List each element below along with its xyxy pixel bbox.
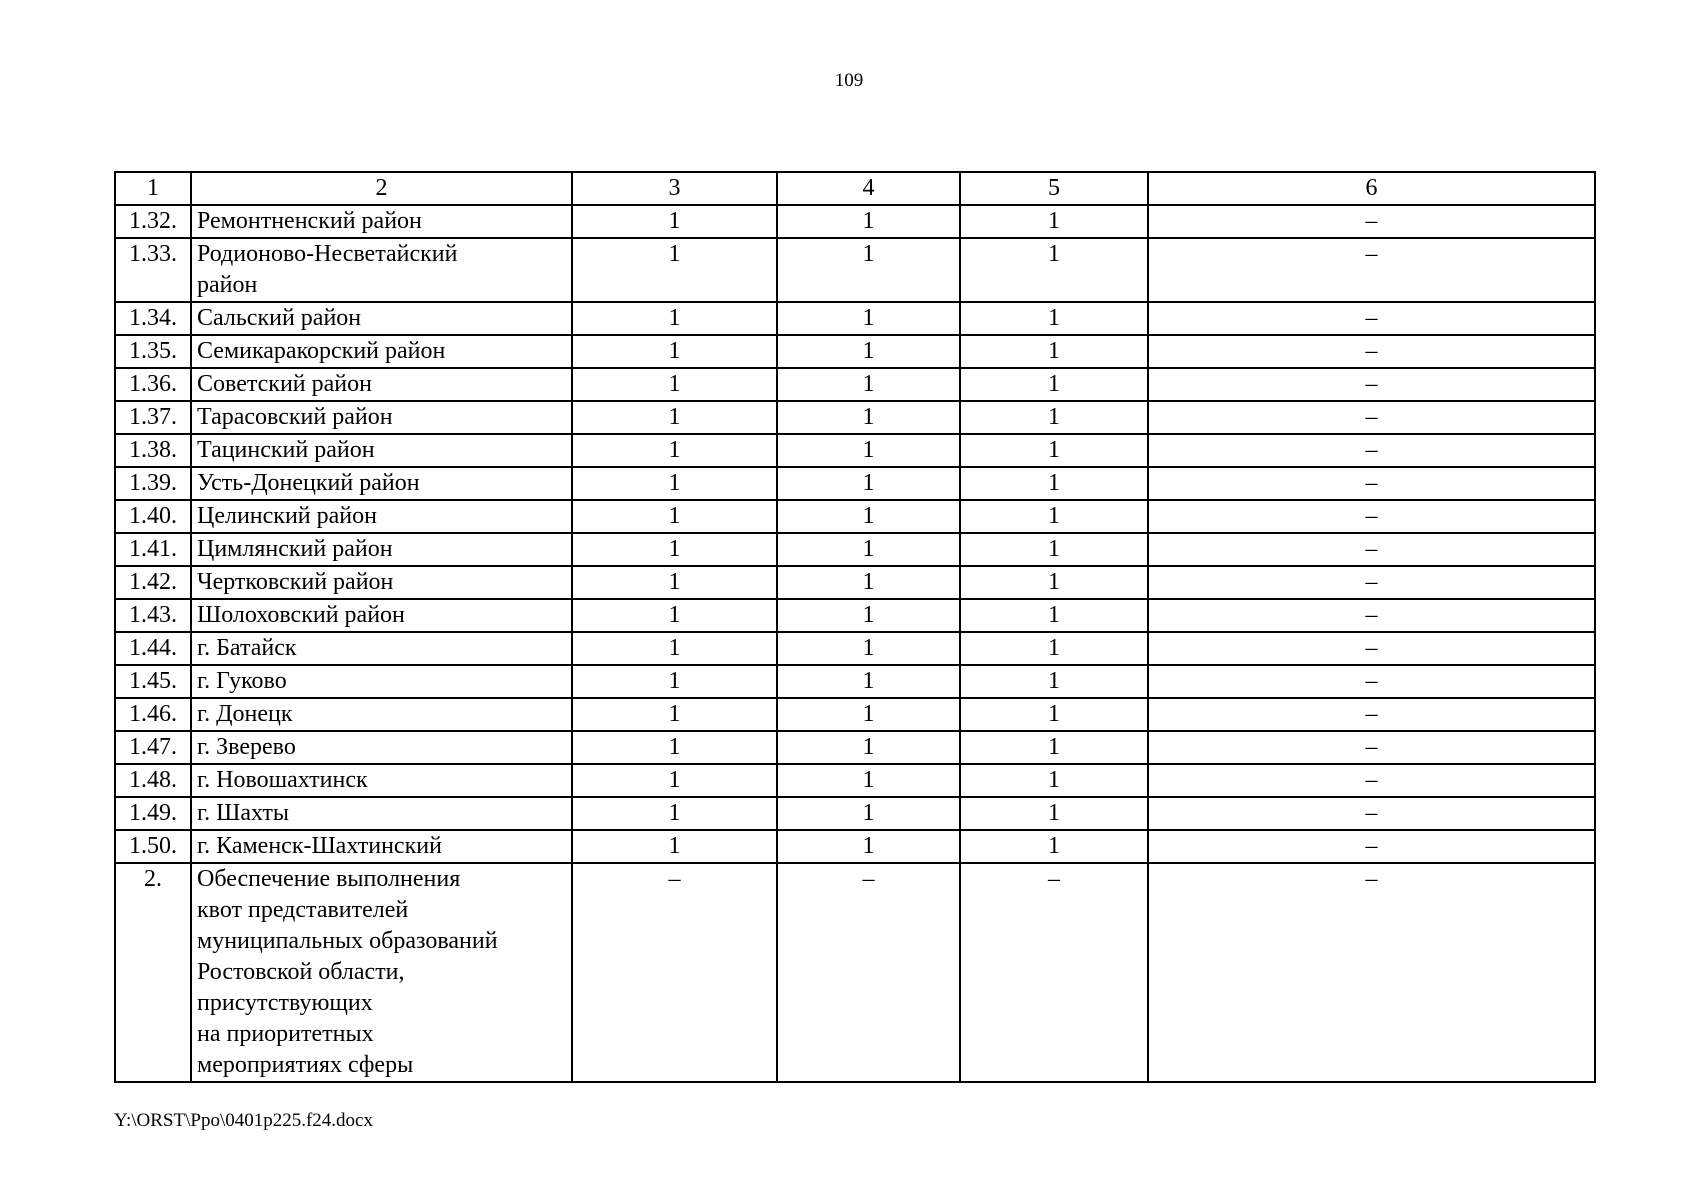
row-number-cell: 1.33. <box>115 238 191 302</box>
page-number: 109 <box>834 70 864 91</box>
table-row <box>115 830 1595 863</box>
table-row <box>115 863 1595 1082</box>
row-col6-cell: – <box>1148 731 1595 764</box>
row-name-cell: г. Зверево <box>191 731 572 764</box>
row-name-cell: Цимлянский район <box>191 533 572 566</box>
row-name-cell: Ремонтненский район <box>191 205 572 238</box>
row-col4-cell: 1 <box>777 500 960 533</box>
row-col4-cell: 1 <box>777 434 960 467</box>
row-col5-cell: 1 <box>960 533 1148 566</box>
row-col4-cell: 1 <box>777 467 960 500</box>
row-number-cell: 2. <box>115 863 191 1082</box>
row-col6-cell: – <box>1148 533 1595 566</box>
row-col6-cell: – <box>1148 764 1595 797</box>
row-col6-cell: – <box>1148 830 1595 863</box>
row-name-cell: г. Батайск <box>191 632 572 665</box>
row-number-cell: 1.48. <box>115 764 191 797</box>
row-col6-cell: – <box>1148 566 1595 599</box>
row-col4-cell: 1 <box>777 665 960 698</box>
table-row <box>115 764 1595 797</box>
row-col3-cell: 1 <box>572 599 777 632</box>
row-number-cell: 1.41. <box>115 533 191 566</box>
row-col3-cell: 1 <box>572 797 777 830</box>
row-name-cell: г. Каменск-Шахтинский <box>191 830 572 863</box>
table-row <box>115 698 1595 731</box>
row-number-cell: 1.45. <box>115 665 191 698</box>
row-col5-cell: 1 <box>960 434 1148 467</box>
row-number-cell: 1.36. <box>115 368 191 401</box>
table-row <box>115 302 1595 335</box>
row-col3-cell: 1 <box>572 302 777 335</box>
row-col3-cell: 1 <box>572 238 777 302</box>
row-name-cell: Родионово-Несветайский район <box>191 238 572 302</box>
row-col6-cell: – <box>1148 665 1595 698</box>
row-col5-cell: 1 <box>960 797 1148 830</box>
row-name-cell: Шолоховский район <box>191 599 572 632</box>
header-cell-5: 5 <box>960 172 1148 205</box>
row-col5-cell: 1 <box>960 500 1148 533</box>
row-col3-cell: 1 <box>572 830 777 863</box>
row-col5-cell: 1 <box>960 335 1148 368</box>
row-col4-cell: 1 <box>777 764 960 797</box>
row-name-cell: Усть-Донецкий район <box>191 467 572 500</box>
row-col6-cell: – <box>1148 797 1595 830</box>
row-col3-cell: 1 <box>572 335 777 368</box>
table-row <box>115 401 1595 434</box>
row-name-cell: Семикаракорский район <box>191 335 572 368</box>
row-number-cell: 1.35. <box>115 335 191 368</box>
row-col4-cell: 1 <box>777 205 960 238</box>
row-col5-cell: 1 <box>960 205 1148 238</box>
row-col3-cell: 1 <box>572 434 777 467</box>
row-name-cell: г. Донецк <box>191 698 572 731</box>
table-row <box>115 533 1595 566</box>
row-name-cell: г. Новошахтинск <box>191 764 572 797</box>
row-number-cell: 1.34. <box>115 302 191 335</box>
row-col4-cell: 1 <box>777 731 960 764</box>
table-row <box>115 368 1595 401</box>
row-col5-cell: 1 <box>960 731 1148 764</box>
row-name-cell: Чертковский район <box>191 566 572 599</box>
table-row <box>115 665 1595 698</box>
row-col3-cell: 1 <box>572 401 777 434</box>
row-col4-cell: 1 <box>777 533 960 566</box>
row-col5-cell: 1 <box>960 368 1148 401</box>
footer-file-path: Y:\ORST\Ppo\0401p225.f24.docx <box>114 1110 373 1131</box>
row-col5-cell: – <box>960 863 1148 1082</box>
row-number-cell: 1.32. <box>115 205 191 238</box>
table-row <box>115 632 1595 665</box>
row-col4-cell: 1 <box>777 830 960 863</box>
row-col3-cell: 1 <box>572 632 777 665</box>
header-cell-2: 2 <box>191 172 572 205</box>
row-col3-cell: 1 <box>572 764 777 797</box>
table-row <box>115 238 1595 302</box>
header-cell-3: 3 <box>572 172 777 205</box>
row-col4-cell: 1 <box>777 302 960 335</box>
row-number-cell: 1.46. <box>115 698 191 731</box>
row-col3-cell: 1 <box>572 698 777 731</box>
table-row <box>115 731 1595 764</box>
row-col6-cell: – <box>1148 368 1595 401</box>
row-col4-cell: 1 <box>777 632 960 665</box>
row-name-cell: Обеспечение выполнения квот представителей муниципальных образований Ростовской области, присутствующих на приоритетных мероприятиях сферы <box>191 863 572 1082</box>
row-col4-cell: 1 <box>777 238 960 302</box>
row-col5-cell: 1 <box>960 830 1148 863</box>
row-name-cell: Советский район <box>191 368 572 401</box>
row-col4-cell: 1 <box>777 368 960 401</box>
row-col4-cell: 1 <box>777 797 960 830</box>
row-number-cell: 1.40. <box>115 500 191 533</box>
table-row <box>115 599 1595 632</box>
header-cell-4: 4 <box>777 172 960 205</box>
row-number-cell: 1.47. <box>115 731 191 764</box>
row-col6-cell: – <box>1148 302 1595 335</box>
row-col6-cell: – <box>1148 599 1595 632</box>
row-col5-cell: 1 <box>960 467 1148 500</box>
header-cell-6: 6 <box>1148 172 1595 205</box>
table-row <box>115 500 1595 533</box>
row-col5-cell: 1 <box>960 764 1148 797</box>
table-row <box>115 467 1595 500</box>
row-col4-cell: – <box>777 863 960 1082</box>
row-number-cell: 1.38. <box>115 434 191 467</box>
row-col3-cell: – <box>572 863 777 1082</box>
row-col5-cell: 1 <box>960 566 1148 599</box>
row-col6-cell: – <box>1148 401 1595 434</box>
row-col3-cell: 1 <box>572 500 777 533</box>
row-col3-cell: 1 <box>572 533 777 566</box>
row-name-cell: Тацинский район <box>191 434 572 467</box>
row-number-cell: 1.42. <box>115 566 191 599</box>
row-col3-cell: 1 <box>572 467 777 500</box>
row-col5-cell: 1 <box>960 401 1148 434</box>
table-row <box>115 797 1595 830</box>
table-row <box>115 205 1595 238</box>
table-row <box>115 434 1595 467</box>
row-number-cell: 1.39. <box>115 467 191 500</box>
row-number-cell: 1.44. <box>115 632 191 665</box>
row-col6-cell: – <box>1148 500 1595 533</box>
row-col5-cell: 1 <box>960 698 1148 731</box>
table-row <box>115 335 1595 368</box>
row-col4-cell: 1 <box>777 698 960 731</box>
row-col4-cell: 1 <box>777 566 960 599</box>
header-cell-1: 1 <box>115 172 191 205</box>
row-name-cell: г. Шахты <box>191 797 572 830</box>
row-col6-cell: – <box>1148 434 1595 467</box>
row-col4-cell: 1 <box>777 401 960 434</box>
data-table <box>114 171 1596 1083</box>
row-col3-cell: 1 <box>572 665 777 698</box>
row-col6-cell: – <box>1148 335 1595 368</box>
row-col6-cell: – <box>1148 698 1595 731</box>
row-col3-cell: 1 <box>572 566 777 599</box>
row-col6-cell: – <box>1148 467 1595 500</box>
row-name-cell: г. Гуково <box>191 665 572 698</box>
row-col6-cell: – <box>1148 632 1595 665</box>
row-number-cell: 1.50. <box>115 830 191 863</box>
row-col6-cell: – <box>1148 863 1595 1082</box>
row-col5-cell: 1 <box>960 302 1148 335</box>
row-col3-cell: 1 <box>572 368 777 401</box>
table-row <box>115 566 1595 599</box>
row-col5-cell: 1 <box>960 632 1148 665</box>
row-number-cell: 1.37. <box>115 401 191 434</box>
table-header-row <box>115 172 1595 205</box>
row-col3-cell: 1 <box>572 205 777 238</box>
row-number-cell: 1.43. <box>115 599 191 632</box>
row-col4-cell: 1 <box>777 599 960 632</box>
row-col4-cell: 1 <box>777 335 960 368</box>
row-name-cell: Тарасовский район <box>191 401 572 434</box>
row-name-cell: Целинский район <box>191 500 572 533</box>
row-col6-cell: – <box>1148 205 1595 238</box>
row-col5-cell: 1 <box>960 238 1148 302</box>
row-name-cell: Сальский район <box>191 302 572 335</box>
row-number-cell: 1.49. <box>115 797 191 830</box>
row-col3-cell: 1 <box>572 731 777 764</box>
row-col5-cell: 1 <box>960 665 1148 698</box>
row-col6-cell: – <box>1148 238 1595 302</box>
row-col5-cell: 1 <box>960 599 1148 632</box>
